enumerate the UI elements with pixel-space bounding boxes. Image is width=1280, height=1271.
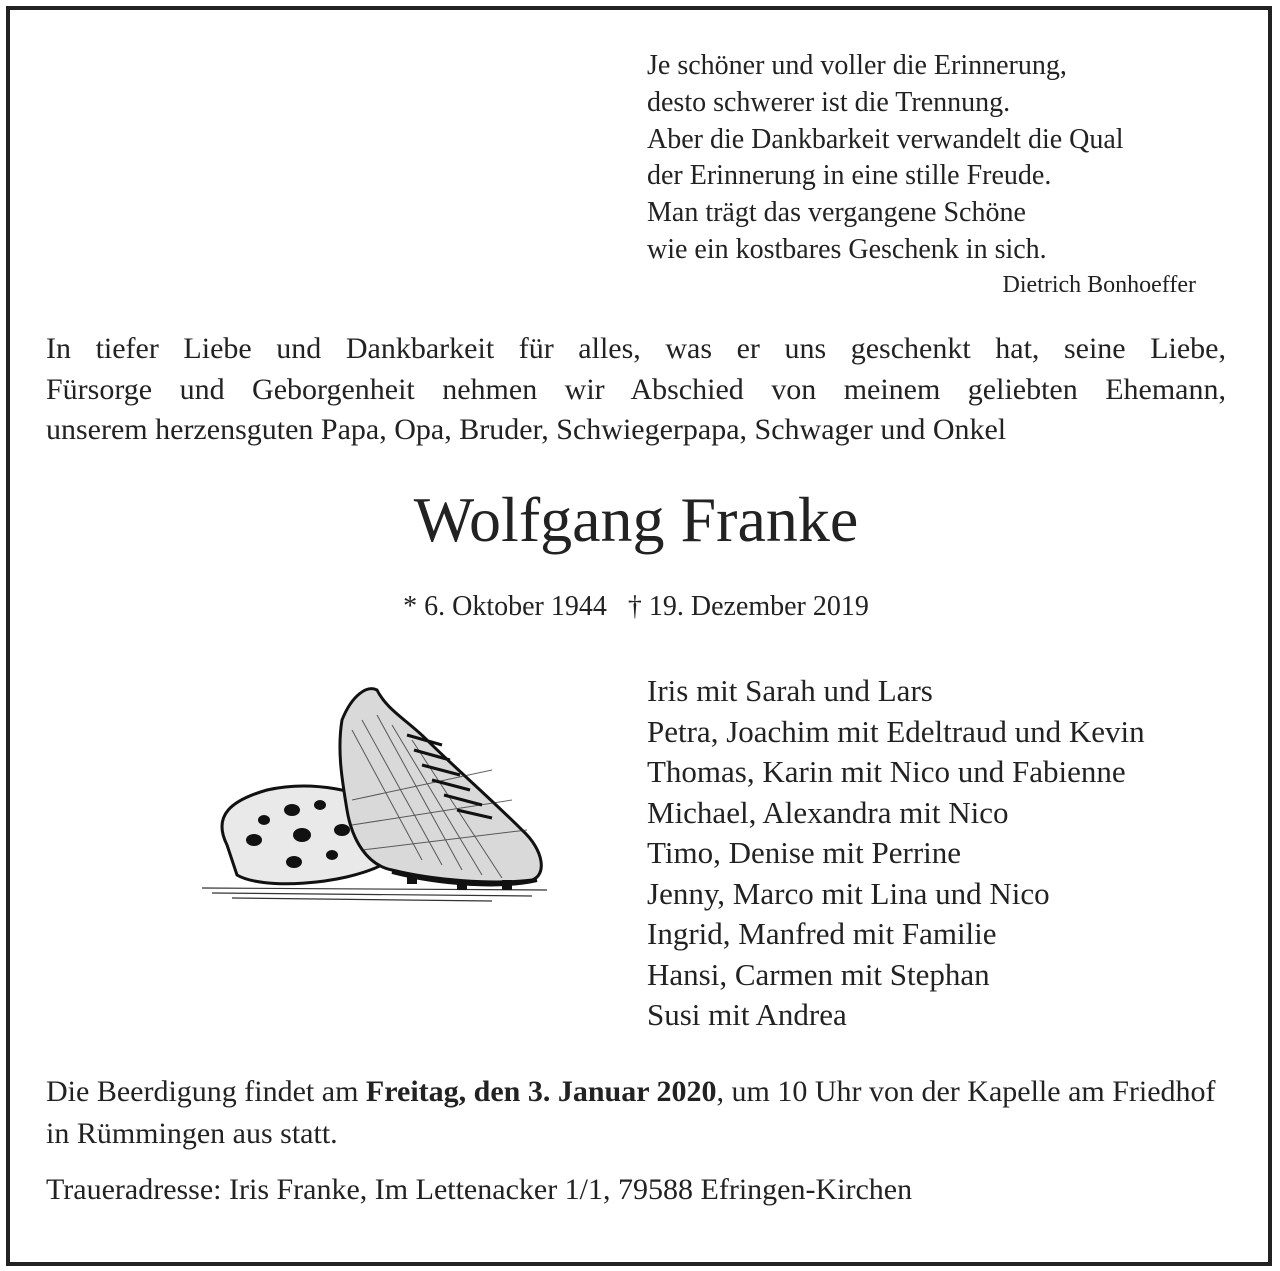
funeral-info bbox=[46, 1071, 1236, 1155]
funeral-date: Freitag, den 3. Januar 2020 bbox=[365, 1075, 717, 1108]
mourning-address: Traueradresse: Iris Franke, Im Lettenacker 1/1, 79588 Efringen-Kirchen bbox=[46, 1173, 913, 1206]
family-member: Ingrid, Manfred mit Familie bbox=[647, 916, 997, 951]
intro-text bbox=[46, 329, 1226, 451]
quote-line: Je schöner und voller die Erinnerung, bbox=[647, 50, 1067, 81]
quote-line: desto schwerer ist die Trennung. bbox=[647, 86, 1011, 118]
family-member: Susi mit Andrea bbox=[647, 997, 847, 1032]
quote-line: Man trägt das vergangene Schöne bbox=[647, 197, 1026, 229]
family-member: Thomas, Karin mit Nico und Fabienne bbox=[647, 754, 1126, 789]
quote-author: Dietrich Bonhoeffer bbox=[1002, 272, 1196, 298]
quote-line: Aber die Dankbarkeit verwandelt die Qual bbox=[647, 123, 1124, 155]
quote-line: der Erinnerung in eine stille Freude. bbox=[647, 160, 1052, 192]
intro-line: unserem herzensguten Papa, Opa, Bruder, Schwiegerpapa, Schwager und Onkel bbox=[46, 413, 1007, 446]
funeral-suffix: , um 10 Uhr von der Kapelle am Friedhof in Rümmingen aus statt. bbox=[46, 1075, 1216, 1150]
deceased-name: Wolfgang Franke bbox=[413, 484, 859, 555]
quote-block bbox=[647, 48, 1124, 269]
intro-line: Fürsorge und Geborgenheit nehmen wir Abschied von meinem geliebten Ehemann, bbox=[46, 372, 1226, 406]
football-boots-illustration bbox=[192, 640, 552, 975]
family-member: Hansi, Carmen mit Stephan bbox=[647, 956, 990, 992]
quote-line: wie ein kostbares Geschenk in sich. bbox=[647, 233, 1047, 265]
intro-line: In tiefer Liebe und Dankbarkeit für alles, was er uns geschenkt hat, seine Liebe, bbox=[46, 332, 1226, 365]
family-member: Timo, Denise mit Perrine bbox=[647, 835, 962, 870]
funeral-prefix: Die Beerdigung findet am bbox=[46, 1075, 366, 1108]
family-member: Iris mit Sarah und Lars bbox=[647, 673, 933, 708]
life-dates: * 6. Oktober 1944 † 19. Dezember 2019 bbox=[403, 591, 869, 622]
family-list bbox=[647, 671, 1145, 1036]
family-member: Michael, Alexandra mit Nico bbox=[647, 794, 1009, 830]
family-member: Petra, Joachim mit Edeltraud und Kevin bbox=[647, 713, 1145, 749]
family-member: Jenny, Marco mit Lina und Nico bbox=[647, 875, 1050, 911]
